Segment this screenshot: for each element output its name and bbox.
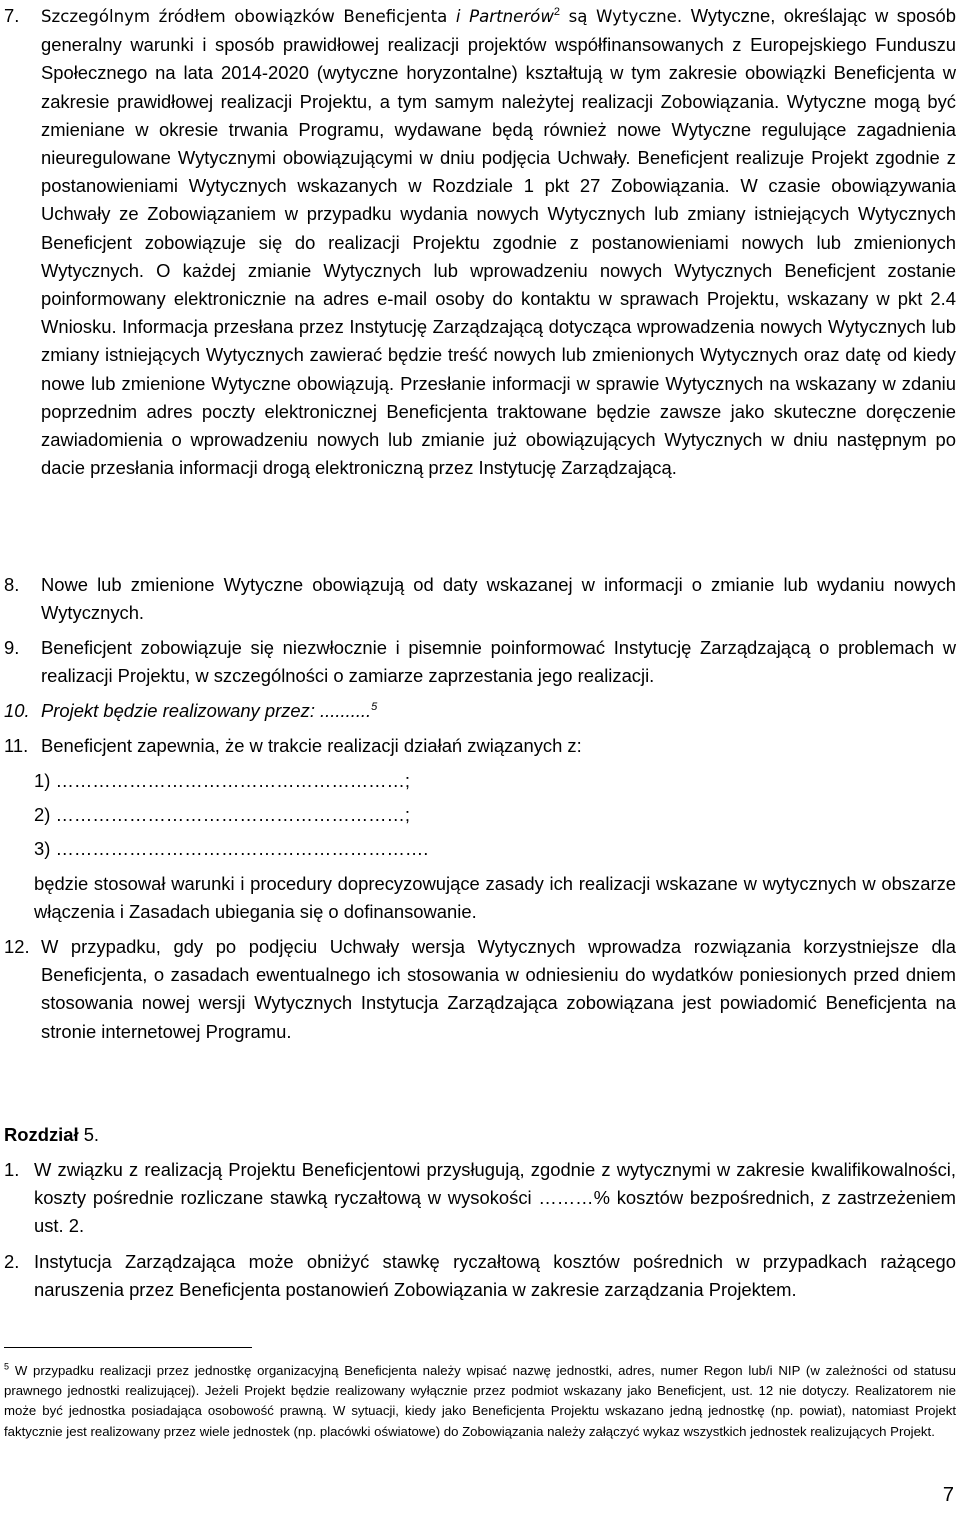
item-7-lead-b: są Wytyczne. [560, 7, 691, 26]
item-11-subpoint-2: 2) …………………………………………………; [34, 804, 410, 825]
item-12-text: W przypadku, gdy po podjęciu Uchwały wersja Wytycznych wprowadza rozwiązania korzystniejsze dla Beneficjenta, o zasadach ewentualnego ich stosowania w odniesieniu do wydatków poniesionych przed dniem stosowania nowej wersji Wytycznych Instytucja Zarządzająca zobowiązana jest powiadomić Beneficjenta na stronie internetowej Programu. [41, 936, 956, 1042]
chapter-item-2-text: Instytucja Zarządzająca może obniżyć stawkę ryczałtową kosztów pośrednich w przypadkach rażącego naruszenia przez Beneficjenta postanowień Zobowiązania w zakresie zarządzania Projektem. [34, 1251, 956, 1301]
chapter-item-2-paragraph [34, 1248, 956, 1304]
footnote-ref-2: 2 [553, 5, 561, 18]
footnote [4, 1361, 956, 1442]
item-11-subpoint-1: 1) …………………………………………………; [34, 770, 410, 791]
chapter-item-1-text: W związku z realizacją Projektu Beneficjentowi przysługują, zgodnie z wytycznymi w zakresie kwalifikowalności, koszty pośrednie rozliczane stawką ryczałtową w wysokości ………% kosztów bezpośrednich, z zastrzeżeniem ust. 2. [34, 1159, 956, 1237]
item-number-9: 9. [4, 637, 20, 658]
item-11-after-text: będzie stosował warunki i procedury doprecyzowujące zasady ich realizacji wskazane w wytycznych w obszarze włączenia i Zasadach ubiegania się o dofinansowanie. [34, 873, 956, 923]
item-7-text-1: Wytyczne, określając w sposób generalny warunki i sposób prawidłowej realizacji projektów współfinansowanych z Europejskiego Funduszu Społecznego na lata 2014-2020 (wytyczne horyzontalne) kształtują w tym zakresie obowiązki Beneficjenta w zakresie prawidłowej realizacji Projektu, a tym samym należytej realizacji Zobowiązania. [41, 5, 956, 112]
item-7-text-2: Wytyczne mogą być zmieniane w okresie trwania Programu, wydawane będą również nowe Wytyczne regulujące zagadnienia nieuregulowane Wytycznymi obowiązującymi w dniu podjęcia Uchwały. Beneficjent realizuje Projekt zgodnie z postanowieniami Wytycznych wskazanych w Rozdziale 1 pkt 27 Zobowiązania. W czasie obowiązywania Uchwały ze Zobowiązaniem w przypadku wydania nowych Wytycznych lub zmiany istniejących Wytycznych Beneficjent zobowiązuje się do realizacji Projektu zgodnie z postanowieniami nowych lub zmienionych Wytycznych. O każdej zmianie Wytycznych lub wprowadzeniu nowych Wytycznych Beneficjent zostanie poinformowany elektronicznie na adres e-mail osoby do kontaktu w sprawach Projektu, wskazany w pkt 2.4 Wniosku. Informacja przesłana przez Instytucję Zarządzającą dotycząca wprowadzenia nowych Wytycznych lub zmiany istniejących Wytycznych zawierać będzie treść nowych lub zmienionych Wytycznych oraz datę od kiedy nowe lub zmienione Wytyczne obowiązują. Przesłanie informacji w sprawie Wytycznych na wskazany w zdaniu poprzednim adres poczty elektronicznej Beneficjenta traktowane będzie zawsze jako skuteczne doręczenie zawiadomienia o wprowadzeniu nowych lub zmianie już obowiązujących Wytycznych w dniu następnym po dacie przesłania informacji drogą elektroniczną przez Instytucję Zarządzającą. [41, 90, 956, 479]
item-8-text: Nowe lub zmienione Wytyczne obowiązują od daty wskazanej w informacji o zmianie lub wydaniu nowych Wytycznych. [41, 574, 956, 624]
item-9-paragraph [41, 634, 956, 690]
item-7-lead-italic: i Partnerów [455, 7, 554, 26]
chapter-heading-number: 5. [78, 1124, 100, 1145]
item-7-lead: Szczególnym źródłem obowiązków Beneficjenta [41, 7, 456, 26]
chapter-heading-label: Rozdział [4, 1124, 79, 1145]
item-11-continuation [34, 870, 956, 926]
footnote-mark: 5 [4, 1361, 10, 1372]
footnote-text: W przypadku realizacji przez jednostkę organizacyjną Beneficjenta należy wpisać nazwę jednostki, adres, numer Regon lub/i NIP (w zależności od statusu prawnego jednostki realizującej). Jeżeli Projekt będzie realizowany wyłącznie przez podmiot wskazany jako Beneficjent, ust. 12 nie dotyczy. Realizatorem nie może być jednostka posiadająca osobowość prawną. W sytuacji, kiedy jako Beneficjenta Projektu wskazano jedną jednostkę (np. powiat), natomiast Projekt faktycznie jest realizowany przez wiele jednostek (np. placówki oświatowe) do Zobowiązania należy załączyć wykaz wszystkich jednostek realizujących Projekt. [4, 1363, 956, 1439]
item-number-10: 10. [4, 700, 30, 721]
item-11-text: Beneficjent zapewnia, że w trakcie realizacji działań związanych z: [41, 735, 582, 756]
chapter-heading [4, 1121, 99, 1149]
footnote-ref-5: 5 [371, 700, 378, 713]
item-11-subpoint-3: 3) ……………………………………………………. [34, 838, 429, 859]
chapter-item-number-2: 2. [4, 1251, 20, 1272]
item-11-paragraph [41, 732, 956, 760]
chapter-item-number-1: 1. [4, 1159, 20, 1180]
item-9-text: Beneficjent zobowiązuje się niezwłocznie i pisemnie poinformować Instytucję Zarządzającą o problemach w realizacji Projektu, w szczególności o zamiarze zaprzestania jego realizacji. [41, 637, 956, 687]
item-number-7: 7. [4, 5, 20, 26]
item-number-8: 8. [4, 574, 20, 595]
item-10-paragraph [41, 697, 956, 725]
item-7-paragraph [41, 2, 956, 482]
item-number-12: 12. [4, 936, 30, 957]
footnote-separator [4, 1347, 252, 1348]
item-10-text: Projekt będzie realizowany przez: .......... [41, 700, 372, 721]
page-number: 7 [942, 1484, 954, 1506]
item-8-paragraph [41, 571, 956, 627]
item-number-11: 11. [4, 735, 29, 756]
chapter-item-1-paragraph [34, 1156, 956, 1241]
item-12-paragraph [41, 933, 956, 1046]
